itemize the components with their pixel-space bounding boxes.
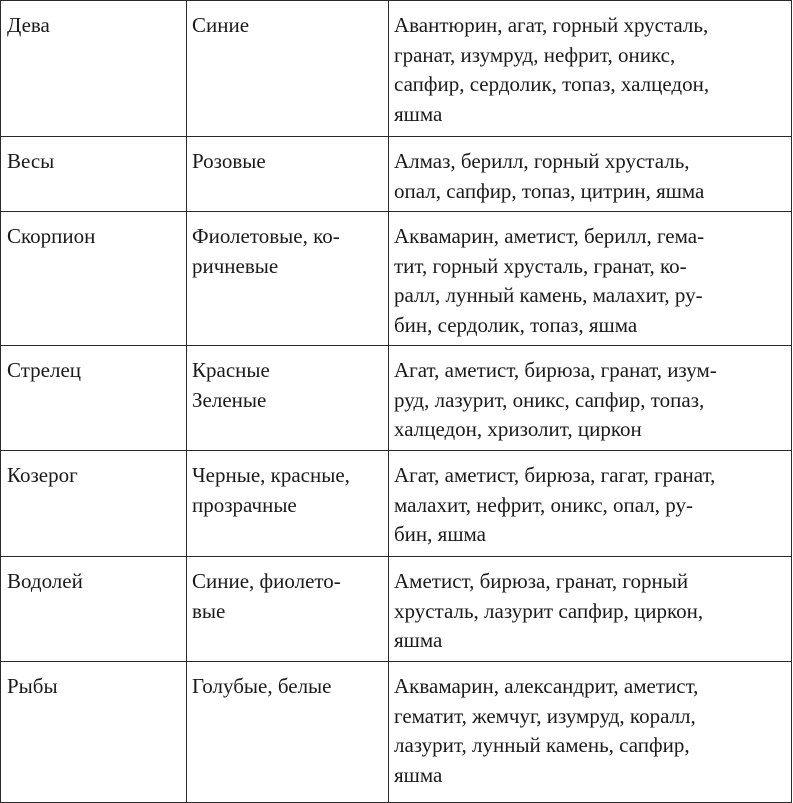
stones-cell bbox=[389, 557, 792, 662]
sign-cell bbox=[1, 346, 187, 451]
sign-name: Стрелец bbox=[7, 358, 82, 382]
sign-name: Рыбы bbox=[7, 674, 58, 698]
stones-text: Аквамарин, аметист, берилл, гема- тит, горный хрусталь, гранат, ко- ралл, лунный камень, малахит, ру- бин, сердолик, топаз, яшма bbox=[394, 224, 705, 337]
sign-cell bbox=[1, 557, 187, 662]
stones-cell bbox=[389, 212, 792, 346]
colors-text: Голубые, белые bbox=[192, 674, 332, 698]
stones-cell bbox=[389, 662, 792, 803]
colors-cell bbox=[187, 1, 389, 137]
table-body bbox=[1, 1, 792, 803]
stones-text: Авантюрин, агат, горный хрусталь, гранат, изумруд, нефрит, оникс, сапфир, сердолик, топаз, халцедон, яшма bbox=[394, 13, 710, 126]
sign-cell bbox=[1, 662, 187, 803]
colors-cell bbox=[187, 346, 389, 451]
stones-text: Аквамарин, александрит, аметист, гематит, жемчуг, изумруд, коралл, лазурит, лунный камень, сапфир, яшма bbox=[394, 674, 699, 787]
colors-text: Синие, фиолето- вые bbox=[192, 569, 341, 623]
colors-text: Черные, красные, прозрачные bbox=[192, 463, 350, 517]
colors-cell bbox=[187, 451, 389, 557]
sign-name: Весы bbox=[7, 149, 55, 173]
colors-text: Синие bbox=[192, 13, 250, 37]
stones-text: Аметист, бирюза, гранат, горный хрусталь, лазурит сапфир, циркон, яшма bbox=[394, 569, 704, 652]
stones-cell bbox=[389, 451, 792, 557]
table-row bbox=[1, 1, 792, 137]
table-row bbox=[1, 662, 792, 803]
table-row bbox=[1, 451, 792, 557]
colors-text: Фиолетовые, ко- ричневые bbox=[192, 224, 340, 278]
sign-cell bbox=[1, 1, 187, 137]
sign-cell bbox=[1, 212, 187, 346]
stones-cell bbox=[389, 137, 792, 212]
sign-cell bbox=[1, 451, 187, 557]
table-row bbox=[1, 346, 792, 451]
table-row bbox=[1, 137, 792, 212]
sign-cell bbox=[1, 137, 187, 212]
stones-text: Агат, аметист, бирюза, гранат, изум- руд, лазурит, оникс, сапфир, топаз, халцедон, хризолит, циркон bbox=[394, 358, 717, 441]
table-row bbox=[1, 557, 792, 662]
stones-text: Алмаз, берилл, горный хрусталь, опал, сапфир, топаз, цитрин, яшма bbox=[394, 149, 705, 203]
table-row bbox=[1, 212, 792, 346]
colors-text: Розовые bbox=[192, 149, 266, 173]
colors-text: Красные Зеленые bbox=[192, 358, 270, 412]
stones-cell bbox=[389, 1, 792, 137]
colors-cell bbox=[187, 557, 389, 662]
sign-name: Скорпион bbox=[7, 224, 96, 248]
colors-cell bbox=[187, 137, 389, 212]
stones-text: Агат, аметист, бирюза, гагат, гранат, малахит, нефрит, оникс, опал, ру- бин, яшма bbox=[394, 463, 716, 546]
colors-cell bbox=[187, 662, 389, 803]
sign-name: Водолей bbox=[7, 569, 83, 593]
sign-name: Дева bbox=[7, 13, 50, 37]
sign-name: Козерог bbox=[7, 463, 78, 487]
colors-cell bbox=[187, 212, 389, 346]
stones-cell bbox=[389, 346, 792, 451]
